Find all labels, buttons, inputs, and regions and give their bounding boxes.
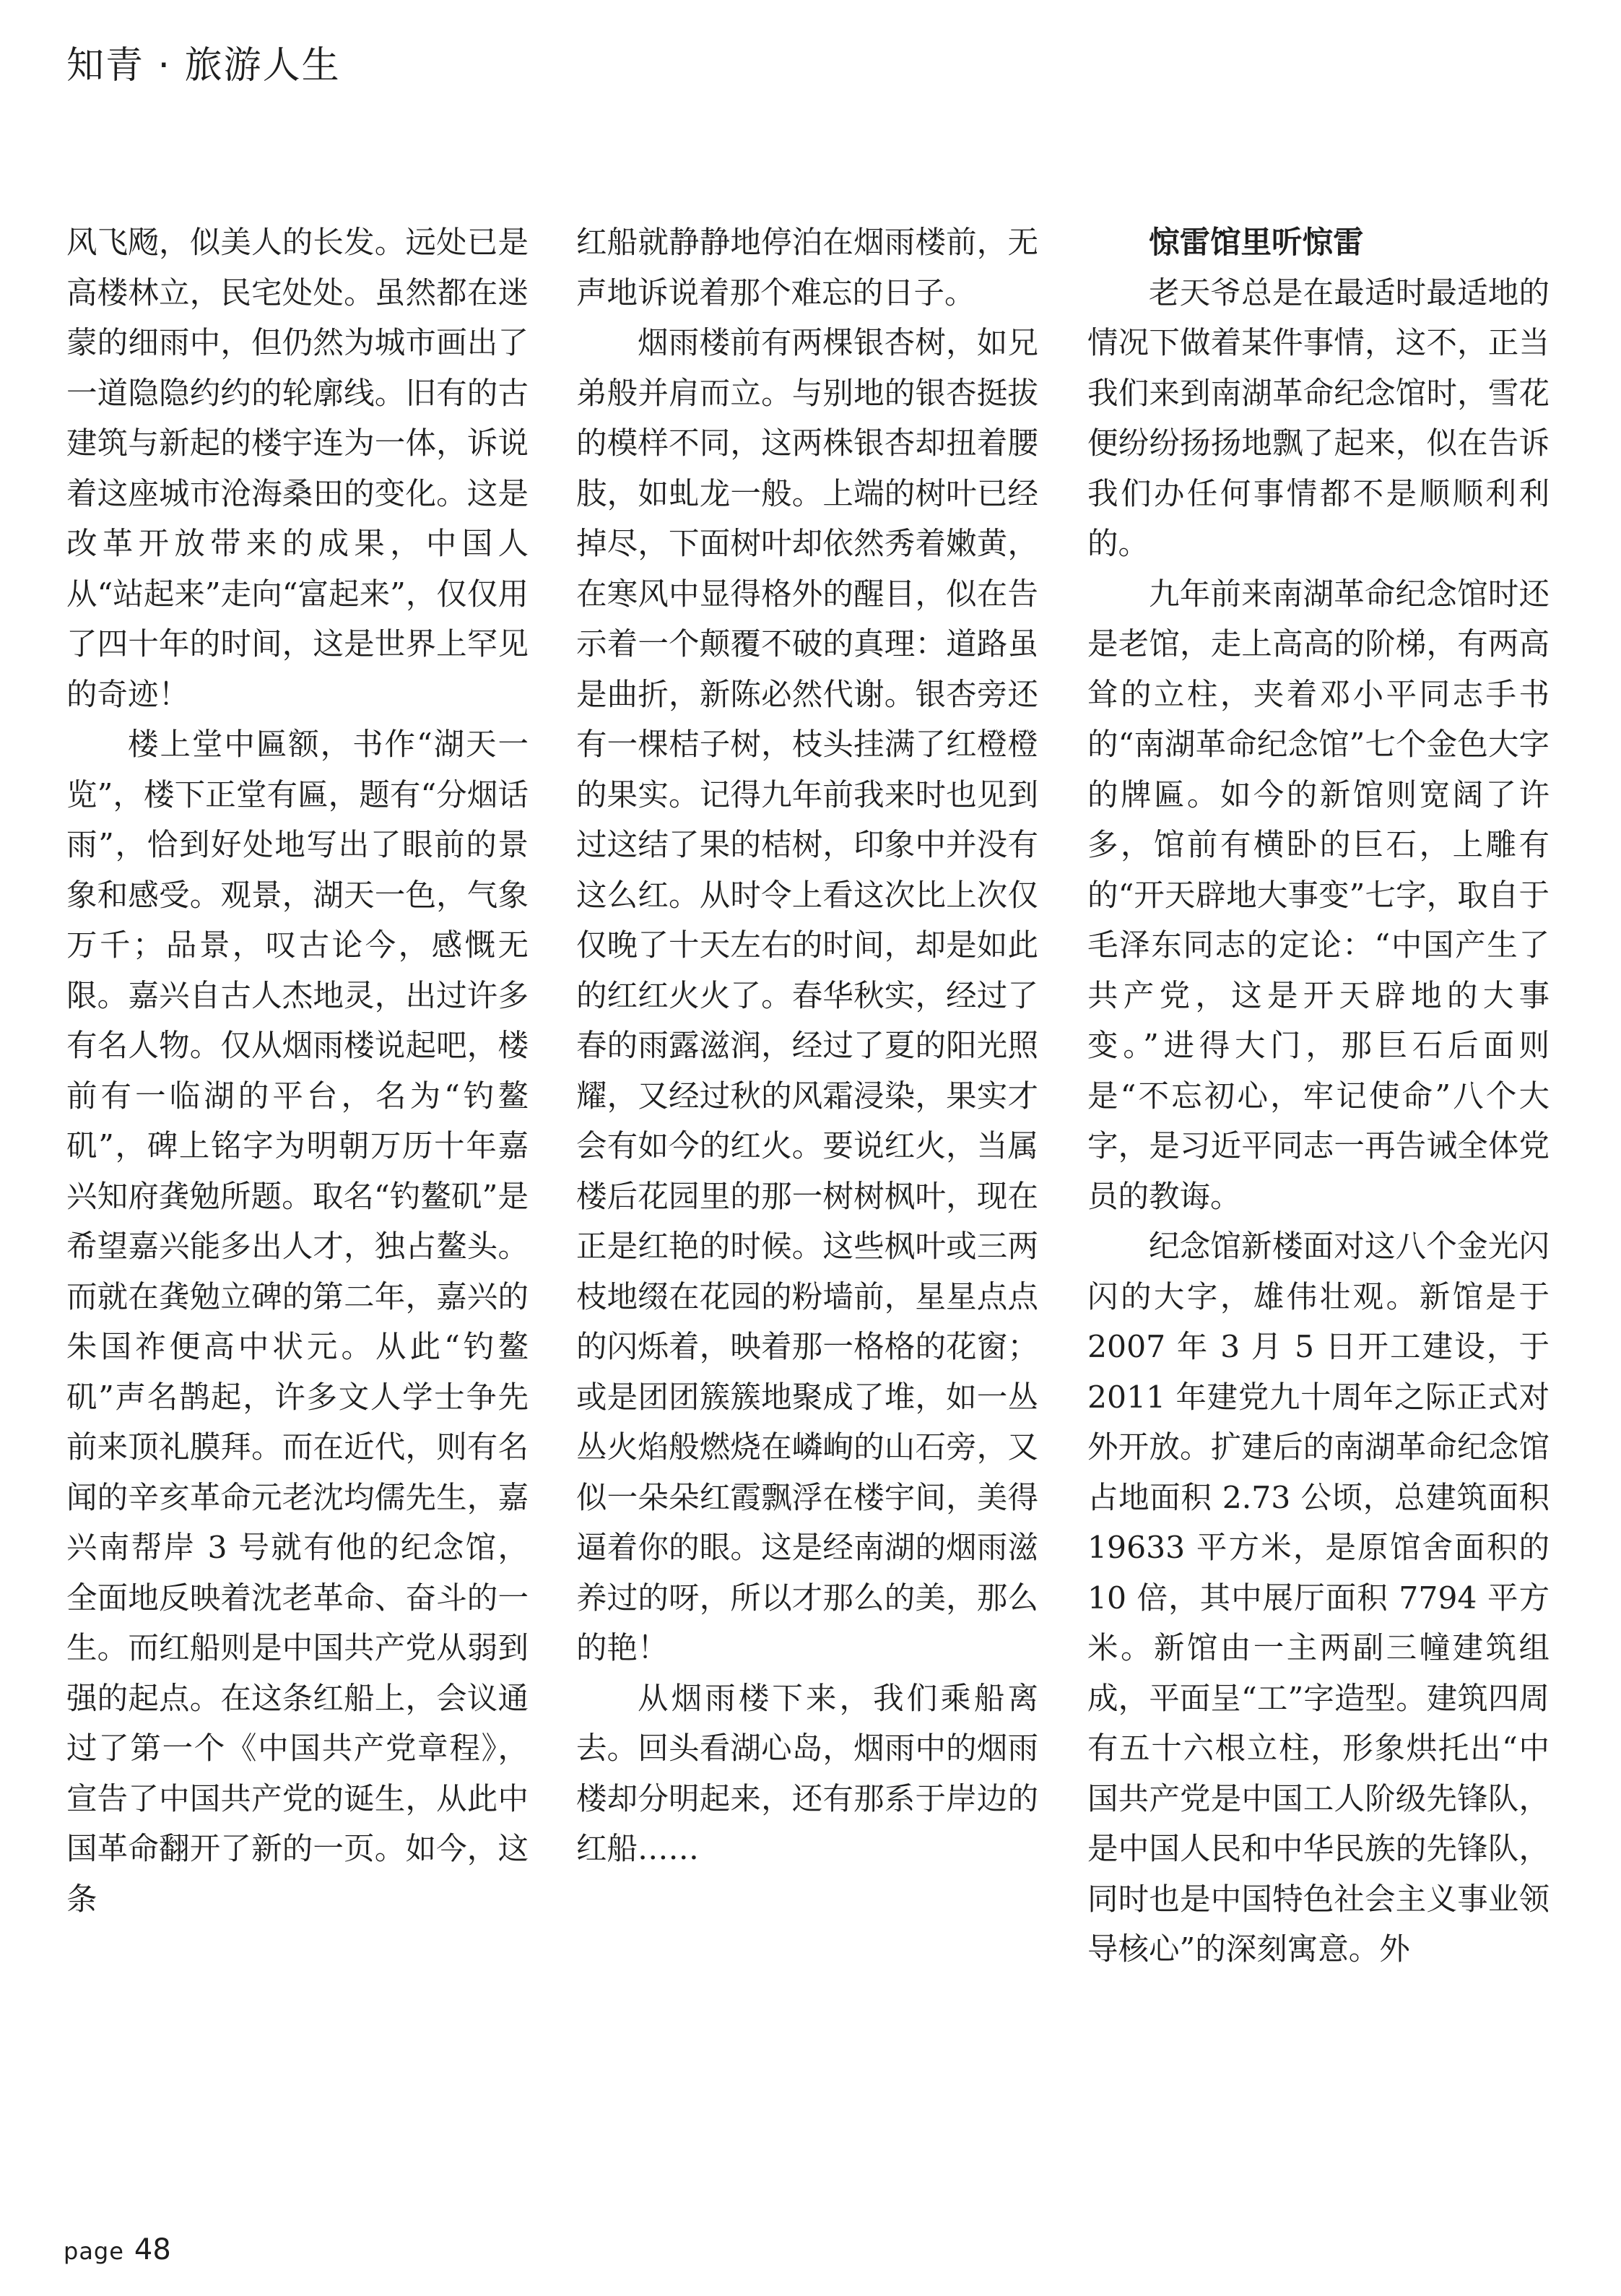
paragraph: 烟雨楼前有两棵银杏树，如兄弟般并肩而立。与别地的银杏挺拔的模样不同，这两株银杏却扭着腰肢，如虬龙一般。上端的树叶已经掉尽，下面树叶却依然秀着嫩黄，在寒风中显得格外的醒目，似在告示着一个颠覆不破的真理：道路虽是曲折，新陈必然代谢。银杏旁还有一棵桔子树，枝头挂满了红橙橙的果实。记得九年前我来时也见到过这结了果的桔树，印象中并没有这么红。从时令上看这次比上次仅仅晚了十天左右的时间，却是如此的红红火火了。春华秋实，经过了春的雨露滋润，经过了夏的阳光照耀，又经过秋的风霜浸染，果实才会有如今的红火。要说红火，当属楼后花园里的那一树树枫叶，现在正是红艳的时候。这些枫叶或三两枝地缀在花园的粉墙前，星星点点的闪烁着，映着那一格格的花窗；或是团团簇簇地聚成了堆，如一丛丛火焰般燃烧在嶙峋的山石旁，又似一朵朵红霞飘浮在楼宇间，美得逼着你的眼。这是经南湖的烟雨滋养过的呀，所以才那么的美，那么的艳！ [576, 326, 1038, 1666]
paragraph: 老天爷总是在最适时最适地的情况下做着某件事情，这不，正当我们来到南湖革命纪念馆时，雪花便纷纷扬扬地飘了起来，似在告诉我们办任何事情都不是顺顺利利的。 [1087, 275, 1550, 562]
paragraph: 楼上堂中匾额，书作“湖天一览”，楼下正堂有匾，题有“分烟话雨”，恰到好处地写出了眼前的景象和感受。观景，湖天一色，气象万千；品景，叹古论今，感慨无限。嘉兴自古人杰地灵，出过许多有名人物。仅从烟雨楼说起吧，楼前有一临湖的平台，名为“钓鳌矶”，碑上铭字为明朝万历十年嘉兴知府龚勉所题。取名“钓鳌矶”是希望嘉兴能多出人才，独占鳌头。而就在龚勉立碑的第二年，嘉兴的朱国祚便高中状元。从此“钓鳌矶”声名鹊起，许多文人学士争先前来顶礼膜拜。而在近代，则有名闻的辛亥革命元老沈均儒先生，嘉兴南帮岸 3 号就有他的纪念馆，全面地反映着沈老革命、奋斗的一生。而红船则是中国共产党从弱到强的起点。在这条红船上，会议通过了第一个《中国共产党章程》，宣告了中国共产党的诞生，从此中国革命翻开了新的一页。如今，这条 [66, 727, 529, 1918]
paragraph: 纪念馆新楼面对这八个金光闪闪的大字，雄伟壮观。新馆是于 2007 年 3 月 5 日开工建设，于 2011 年建党九十周年之际正式对外开放。扩建后的南湖革命纪念馆占地面积 2.73 公顷，总建筑面积 19633 平方米，是原馆舍面积的 10 倍，其中展厅面积 7794 平方米。新馆由一主两副三幢建筑组成，平面呈“工”字造型。建筑四周有五十六根立柱，形象烘托出“中国共产党是中国工人阶级先锋队，是中国人民和中华民族的先锋队，同时也是中国特色社会主义事业领导核心”的深刻寓意。外 [1087, 1229, 1550, 1967]
section-header: 知青 · 旅游人生 [66, 44, 341, 87]
text-column-right [1087, 218, 1550, 1975]
text-column-left [66, 218, 529, 1925]
paragraph: 九年前来南湖革命纪念馆时还是老馆，走上高高的阶梯，有两高耸的立柱，夹着邓小平同志手书的“南湖革命纪念馆”七个金色大字的牌匾。如今的新馆则宽阔了许多，馆前有横卧的巨石，上雕有的“开天辟地大事变”七字，取自于毛泽东同志的定论：“中国产生了共产党，这是开天辟地的大事变。”进得大门，那巨石后面则是“不忘初心，牢记使命”八个大字，是习近平同志一再告诫全体党员的教诲。 [1087, 576, 1550, 1215]
page-label: page [64, 2237, 124, 2265]
text-column-middle [576, 218, 1038, 1875]
page-number: 48 [134, 2233, 171, 2266]
page-footer [64, 2233, 171, 2266]
paragraph: 从烟雨楼下来，我们乘船离去。回头看湖心岛，烟雨中的烟雨楼却分明起来，还有那系于岸边的红船…… [576, 1681, 1038, 1867]
paragraph: 红船就静静地停泊在烟雨楼前，无声地诉说着那个难忘的日子。 [576, 225, 1038, 311]
section-heading: 惊雷馆里听惊雷 [1149, 225, 1364, 261]
paragraph: 风飞飏，似美人的长发。远处已是高楼林立，民宅处处。虽然都在迷蒙的细雨中，但仍然为城市画出了一道隐隐约约的轮廓线。旧有的古建筑与新起的楼宇连为一体，诉说着这座城市沧海桑田的变化。这是改革开放带来的成果，中国人从“站起来”走向“富起来”，仅仅用了四十年的时间，这是世界上罕见的奇迹！ [66, 225, 529, 713]
